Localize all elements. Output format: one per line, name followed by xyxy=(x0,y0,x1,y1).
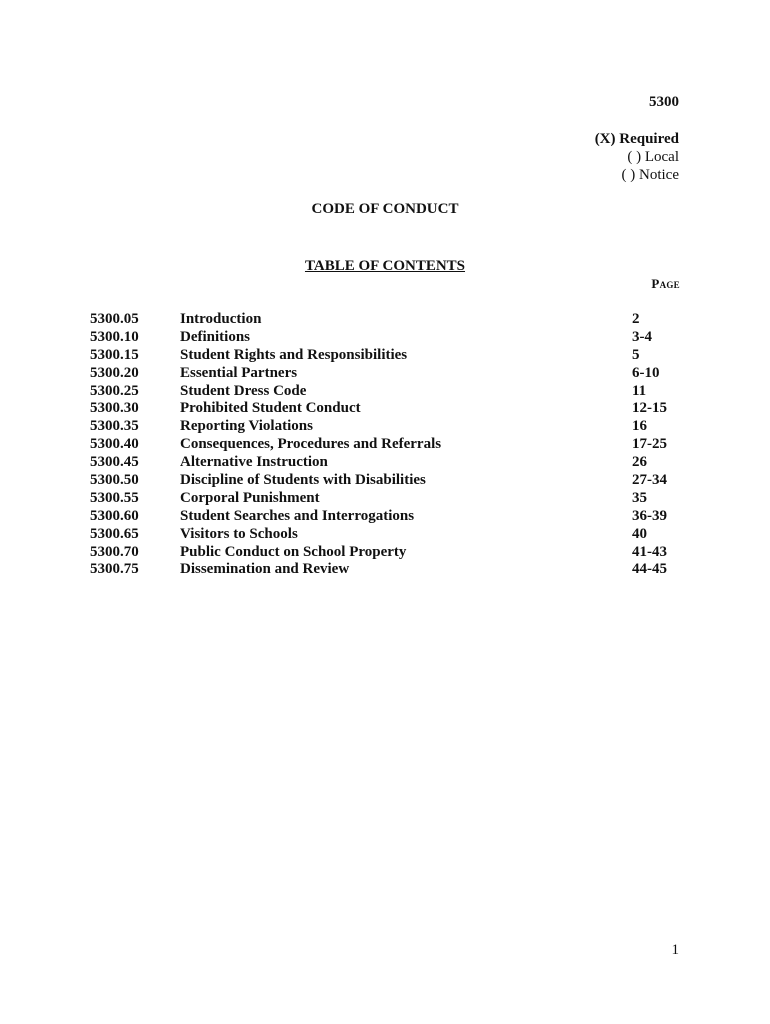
toc-heading: TABLE OF CONTENTS xyxy=(304,258,466,274)
toc-page-range: 12-15 xyxy=(632,400,667,417)
toc-section-code: 5300.45 xyxy=(90,454,139,471)
toc-section-code: 5300.35 xyxy=(90,418,139,435)
toc-section-title: Student Rights and Responsibilities xyxy=(180,346,408,363)
toc-page-range: 11 xyxy=(632,382,647,399)
toc-section-title: Introduction xyxy=(180,311,262,327)
toc-section-code: 5300.20 xyxy=(90,364,139,381)
toc-page-range: 27-34 xyxy=(632,472,667,489)
toc-section-code: 5300.50 xyxy=(90,472,139,489)
toc-section-code: 5300.15 xyxy=(90,346,139,363)
toc-section-title: Corporal Punishment xyxy=(180,489,320,506)
toc-page-range: 40 xyxy=(632,525,647,542)
toc-section-code: 5300.65 xyxy=(90,525,139,542)
toc-section-code: 5300.25 xyxy=(90,382,139,399)
toc-section-title: Definitions xyxy=(180,328,251,345)
policy-number: 5300 xyxy=(649,94,679,110)
toc-page-range: 6-10 xyxy=(632,364,660,381)
toc-section-title: Student Dress Code xyxy=(180,382,307,399)
toc-section-title: Public Conduct on School Property xyxy=(180,543,407,560)
table-of-contents xyxy=(90,311,690,579)
status-notice: ( ) Notice xyxy=(621,167,679,183)
toc-entry xyxy=(90,347,690,365)
toc-section-title: Prohibited Student Conduct xyxy=(180,400,361,417)
toc-page-range: 26 xyxy=(632,454,647,471)
toc-page-range: 36-39 xyxy=(632,507,667,524)
toc-section-code: 5300.70 xyxy=(90,543,139,560)
toc-section-title: Reporting Violations xyxy=(180,418,313,435)
toc-page-range: 17-25 xyxy=(632,436,667,453)
toc-page-range: 41-43 xyxy=(632,543,667,560)
toc-page-range: 3-4 xyxy=(632,328,652,345)
toc-section-code: 5300.55 xyxy=(90,489,139,506)
toc-page-range: 44-45 xyxy=(632,561,667,578)
toc-page-range: 35 xyxy=(632,489,647,506)
toc-entry xyxy=(90,311,690,329)
toc-section-title: Alternative Instruction xyxy=(180,454,328,471)
toc-section-code: 5300.60 xyxy=(90,507,139,524)
toc-entry xyxy=(90,526,690,544)
page-footer-number: 1 xyxy=(671,942,679,958)
toc-section-title: Essential Partners xyxy=(180,364,298,381)
toc-page-range: 5 xyxy=(632,346,640,363)
toc-entry xyxy=(90,561,690,579)
page-column-header: Page xyxy=(651,276,680,291)
toc-entry xyxy=(90,508,690,526)
toc-page-range: 2 xyxy=(632,311,640,327)
toc-section-code: 5300.05 xyxy=(90,311,139,327)
toc-entry xyxy=(90,418,690,436)
toc-entry xyxy=(90,365,690,383)
toc-section-title: Discipline of Students with Disabilities xyxy=(180,472,426,489)
status-local: ( ) Local xyxy=(627,149,679,165)
toc-entry xyxy=(90,454,690,472)
toc-entry xyxy=(90,329,690,347)
toc-entry xyxy=(90,436,690,454)
toc-section-code: 5300.75 xyxy=(90,561,139,578)
toc-section-title: Student Searches and Interrogations xyxy=(180,507,415,524)
toc-section-code: 5300.30 xyxy=(90,400,139,417)
toc-entry xyxy=(90,383,690,401)
status-required: (X) Required xyxy=(594,131,679,147)
toc-section-title: Consequences, Procedures and Referrals xyxy=(180,436,442,453)
toc-entry xyxy=(90,490,690,508)
toc-section-title: Visitors to Schools xyxy=(180,525,298,542)
toc-page-range: 16 xyxy=(632,418,647,435)
toc-section-title: Dissemination and Review xyxy=(180,561,350,578)
toc-section-code: 5300.40 xyxy=(90,436,139,453)
toc-entry xyxy=(90,472,690,490)
toc-entry xyxy=(90,400,690,418)
toc-section-code: 5300.10 xyxy=(90,328,139,345)
toc-entry xyxy=(90,544,690,562)
document-title: CODE OF CONDUCT xyxy=(311,201,459,217)
policy-status-block xyxy=(595,130,679,184)
